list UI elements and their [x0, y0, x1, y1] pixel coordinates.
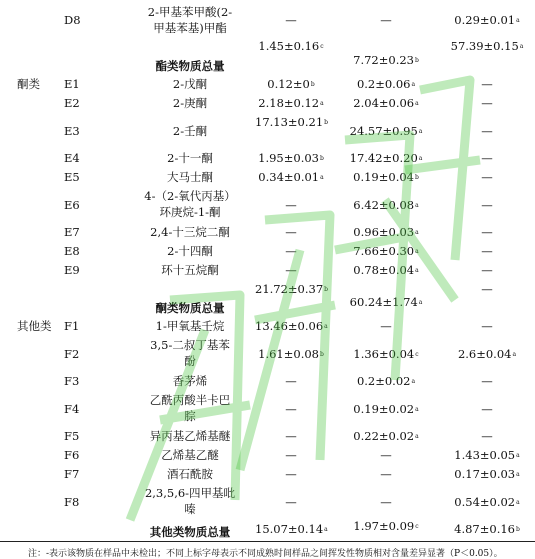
cell-value — [255, 467, 327, 482]
cell-value — [255, 170, 327, 185]
value-text: 2.6±0.04 — [457, 347, 512, 361]
cell-value — [340, 53, 432, 68]
compound-name: 1-甲氧基壬烷 — [155, 319, 225, 333]
table-row — [0, 465, 535, 484]
compound-name: 乙酰丙酸半卡巴 — [149, 393, 231, 407]
cell-value — [340, 151, 432, 166]
compound-name: 异丙基乙烯基醚 — [149, 429, 231, 443]
value-text: 0.96±0.03 — [353, 225, 415, 239]
value-text: 17.13±0.21 — [255, 115, 324, 129]
group-total-label: 其他类物质总量 — [149, 525, 231, 539]
value-text: — — [380, 495, 392, 509]
compound-name: 酚 — [184, 354, 196, 368]
compound-name: 3,5-二叔丁基苯 — [150, 338, 230, 352]
value-text: — — [481, 319, 493, 333]
cell-value — [340, 96, 432, 111]
compound-code: F1 — [64, 319, 80, 333]
cell-value — [340, 170, 432, 185]
significance-letter: b — [310, 81, 315, 88]
cell-value — [445, 151, 529, 166]
value-text: — — [285, 448, 297, 462]
cell-value — [445, 225, 529, 240]
value-text: 1.61±0.08 — [258, 347, 319, 361]
value-text: — — [481, 282, 493, 296]
cell-value — [445, 198, 529, 213]
value-text: 0.2±0.06 — [356, 77, 411, 91]
value-text: — — [481, 96, 493, 110]
cell-value — [255, 13, 327, 28]
value-text: 4.87±0.16 — [454, 522, 515, 536]
cell-value — [445, 263, 529, 278]
value-text: — — [481, 170, 493, 184]
significance-letter: a — [418, 299, 423, 306]
cell-value — [340, 319, 432, 334]
value-text: 7.66±0.30 — [353, 244, 415, 258]
cell-value — [445, 374, 529, 389]
cell-value — [255, 495, 327, 510]
value-text: — — [481, 77, 493, 91]
cell-value — [340, 374, 432, 389]
compound-code: E7 — [64, 225, 80, 239]
significance-letter: c — [415, 351, 419, 358]
table-row — [0, 261, 535, 280]
compound-name: 环十五烷酮 — [161, 263, 219, 277]
significance-letter: b — [415, 57, 419, 64]
cell-value — [255, 347, 327, 362]
significance-letter: a — [418, 128, 423, 135]
compound-code: E6 — [64, 198, 80, 212]
value-text: — — [285, 13, 297, 27]
compound-code: E9 — [64, 263, 80, 277]
table-row — [0, 484, 535, 520]
cell-value — [255, 429, 327, 444]
value-text: 2.04±0.06 — [353, 96, 415, 110]
table-footnote: 注：-表示该物质在样品中未检出；不同上标字母表示不同成熟时间样品之间挥发性物质相对含量差异显著（P＜0.05）。 — [28, 549, 503, 559]
cell-value — [445, 522, 529, 537]
compound-name: 大马士酮 — [167, 170, 213, 184]
significance-letter: a — [324, 323, 328, 330]
significance-letter: a — [324, 526, 328, 533]
significance-letter: a — [415, 248, 419, 255]
cell-value — [340, 402, 432, 417]
cell-value — [255, 77, 327, 92]
value-text: — — [285, 429, 297, 443]
cell-value — [445, 13, 529, 28]
value-text: 1.43±0.05 — [454, 448, 516, 462]
compound-code: F3 — [64, 374, 80, 388]
value-text: 60.24±1.74 — [349, 295, 418, 309]
compound-code: E2 — [64, 96, 80, 110]
table-row — [0, 427, 535, 446]
value-text: — — [481, 429, 493, 443]
value-text: 0.29±0.01 — [454, 13, 516, 27]
value-text: 57.39±0.15 — [450, 39, 519, 53]
value-text: 0.54±0.02 — [454, 495, 516, 509]
value-text: — — [285, 198, 297, 212]
cell-value — [340, 429, 432, 444]
table-row — [0, 520, 535, 541]
significance-letter: a — [415, 406, 419, 413]
cell-value — [340, 13, 432, 28]
cell-value — [255, 282, 327, 297]
table-row — [0, 242, 535, 261]
compound-code: F4 — [64, 402, 80, 416]
value-text: — — [380, 467, 392, 481]
significance-letter: b — [324, 119, 329, 126]
value-text: — — [481, 198, 493, 212]
cell-value — [340, 495, 432, 510]
table-row — [0, 317, 535, 336]
cell-value — [340, 263, 432, 278]
cell-value — [340, 124, 432, 139]
compound-code: F5 — [64, 429, 80, 443]
table-row — [0, 3, 535, 37]
significance-letter: a — [320, 174, 324, 181]
compound-name: 甲基苯基)甲酯 — [153, 21, 227, 35]
cell-value — [445, 170, 529, 185]
cell-value — [445, 495, 529, 510]
cell-value — [340, 295, 432, 310]
significance-letter: a — [320, 100, 324, 107]
value-text: — — [285, 263, 297, 277]
value-text: 0.22±0.02 — [353, 429, 415, 443]
significance-letter: a — [516, 499, 520, 506]
value-text: — — [285, 244, 297, 258]
cell-value — [445, 282, 529, 297]
compound-name: 4-（2-氧代丙基） — [144, 189, 236, 203]
value-text: — — [285, 225, 297, 239]
significance-letter: a — [516, 17, 520, 24]
value-text: — — [481, 402, 493, 416]
category-label: 酮类 — [17, 77, 40, 91]
significance-letter: a — [512, 351, 517, 358]
value-text: — — [481, 151, 493, 165]
cell-value — [445, 39, 529, 54]
compound-name: 2,4-十三烷二酮 — [150, 225, 230, 239]
cell-value — [445, 402, 529, 417]
table-row — [0, 149, 535, 168]
value-text: 1.36±0.04 — [353, 347, 415, 361]
cell-value — [340, 448, 432, 463]
cell-value — [255, 522, 327, 537]
table-row — [0, 168, 535, 187]
compound-code: E1 — [64, 77, 80, 91]
table-row — [0, 187, 535, 223]
compound-name: 香茅烯 — [172, 374, 208, 388]
value-text: 24.57±0.95 — [349, 124, 418, 138]
value-text: — — [380, 448, 392, 462]
value-text: 17.42±0.20 — [349, 151, 418, 165]
value-text: 0.19±0.04 — [353, 170, 414, 184]
cell-value — [445, 124, 529, 139]
cell-value — [445, 319, 529, 334]
significance-letter: a — [415, 267, 419, 274]
cell-value — [445, 467, 529, 482]
compound-code: E8 — [64, 244, 80, 258]
table-row — [0, 391, 535, 427]
cell-value — [445, 347, 529, 362]
value-text: 6.42±0.08 — [353, 198, 415, 212]
table-row — [0, 113, 535, 149]
significance-letter: b — [324, 286, 329, 293]
value-text: 15.07±0.14 — [255, 522, 324, 536]
significance-letter: b — [320, 351, 324, 358]
table-row — [0, 223, 535, 242]
cell-value — [255, 151, 327, 166]
compound-code: E3 — [64, 124, 80, 138]
value-text: 13.46±0.06 — [255, 319, 324, 333]
table-row — [0, 37, 535, 75]
table-row — [0, 336, 535, 372]
compound-code: F6 — [64, 448, 80, 462]
category-label: 其他类 — [17, 319, 52, 333]
significance-letter: c — [415, 523, 419, 530]
cell-value — [255, 319, 327, 334]
cell-value — [445, 77, 529, 92]
table-row — [0, 75, 535, 94]
cell-value — [340, 519, 432, 534]
cell-value — [445, 96, 529, 111]
table-row — [0, 280, 535, 317]
value-text: — — [380, 13, 392, 27]
group-total-label: 酮类物质总量 — [155, 301, 225, 315]
cell-value — [255, 263, 327, 278]
value-text: — — [481, 124, 493, 138]
compound-name: 酒石酰胺 — [167, 467, 213, 481]
compound-name: 乙烯基乙醚 — [161, 448, 219, 462]
bottom-rule — [0, 541, 535, 542]
compound-code: F2 — [64, 347, 80, 361]
value-text: — — [285, 467, 297, 481]
compound-name: 2-戊酮 — [172, 77, 208, 91]
significance-letter: a — [415, 202, 419, 209]
significance-letter: b — [516, 526, 520, 533]
value-text: — — [380, 319, 392, 333]
cell-value — [340, 225, 432, 240]
value-text: — — [481, 225, 493, 239]
cell-value — [255, 244, 327, 259]
value-text: 0.19±0.02 — [353, 402, 415, 416]
cell-value — [445, 244, 529, 259]
value-text: 1.97±0.09 — [353, 519, 415, 533]
compound-name: 2-庚酮 — [172, 96, 208, 110]
cell-value — [255, 39, 327, 54]
value-text: 0.2±0.02 — [356, 374, 411, 388]
table-row — [0, 446, 535, 465]
table-row — [0, 94, 535, 113]
compound-code: F7 — [64, 467, 80, 481]
significance-letter: a — [516, 471, 520, 478]
compound-name: 2-十四酮 — [167, 244, 213, 258]
value-text: — — [481, 244, 493, 258]
cell-value — [340, 467, 432, 482]
cell-value — [340, 77, 432, 92]
significance-letter: a — [411, 378, 416, 385]
cell-value — [255, 448, 327, 463]
significance-letter: b — [320, 155, 324, 162]
cell-value — [255, 198, 327, 213]
value-text: 0.12±0 — [267, 77, 310, 91]
value-text: — — [285, 402, 297, 416]
cell-value — [255, 402, 327, 417]
value-text: 0.34±0.01 — [258, 170, 320, 184]
significance-letter: a — [411, 81, 416, 88]
significance-letter: a — [415, 433, 419, 440]
significance-letter: c — [320, 43, 324, 50]
value-text: 21.72±0.37 — [255, 282, 324, 296]
compound-code: F8 — [64, 495, 80, 509]
significance-letter: a — [519, 43, 524, 50]
cell-value — [255, 96, 327, 111]
value-text: — — [481, 263, 493, 277]
cell-value — [255, 115, 327, 130]
cell-value — [340, 347, 432, 362]
value-text: 1.45±0.16 — [258, 39, 320, 53]
cell-value — [255, 225, 327, 240]
compound-name: 腙 — [184, 409, 196, 423]
value-text: 1.95±0.03 — [258, 151, 319, 165]
compound-name: 2-甲基苯甲酸(2- — [147, 5, 233, 19]
value-text: — — [285, 374, 297, 388]
value-text: 0.17±0.03 — [454, 467, 516, 481]
compound-name: 2-十一酮 — [167, 151, 213, 165]
value-text: — — [285, 495, 297, 509]
significance-letter: b — [415, 174, 419, 181]
compound-code: D8 — [64, 13, 81, 27]
value-text: — — [481, 374, 493, 388]
compound-code: E4 — [64, 151, 80, 165]
compound-name: 环庚烷-1-酮 — [159, 205, 221, 219]
compound-name: 2,3,5,6-四甲基吡 — [144, 486, 236, 500]
significance-letter: a — [415, 100, 419, 107]
significance-letter: a — [516, 452, 520, 459]
value-text: 7.72±0.23 — [353, 53, 414, 67]
compound-name: 2-壬酮 — [172, 124, 208, 138]
cell-value — [255, 374, 327, 389]
significance-letter: a — [415, 229, 419, 236]
table-row — [0, 372, 535, 391]
cell-value — [340, 244, 432, 259]
cell-value — [340, 198, 432, 213]
value-text: 2.18±0.12 — [258, 96, 320, 110]
group-total-label: 酯类物质总量 — [155, 59, 225, 73]
cell-value — [445, 448, 529, 463]
compound-name: 嗪 — [184, 502, 196, 516]
value-text: 0.78±0.04 — [353, 263, 415, 277]
cell-value — [445, 429, 529, 444]
significance-letter: a — [418, 155, 423, 162]
compound-code: E5 — [64, 170, 80, 184]
